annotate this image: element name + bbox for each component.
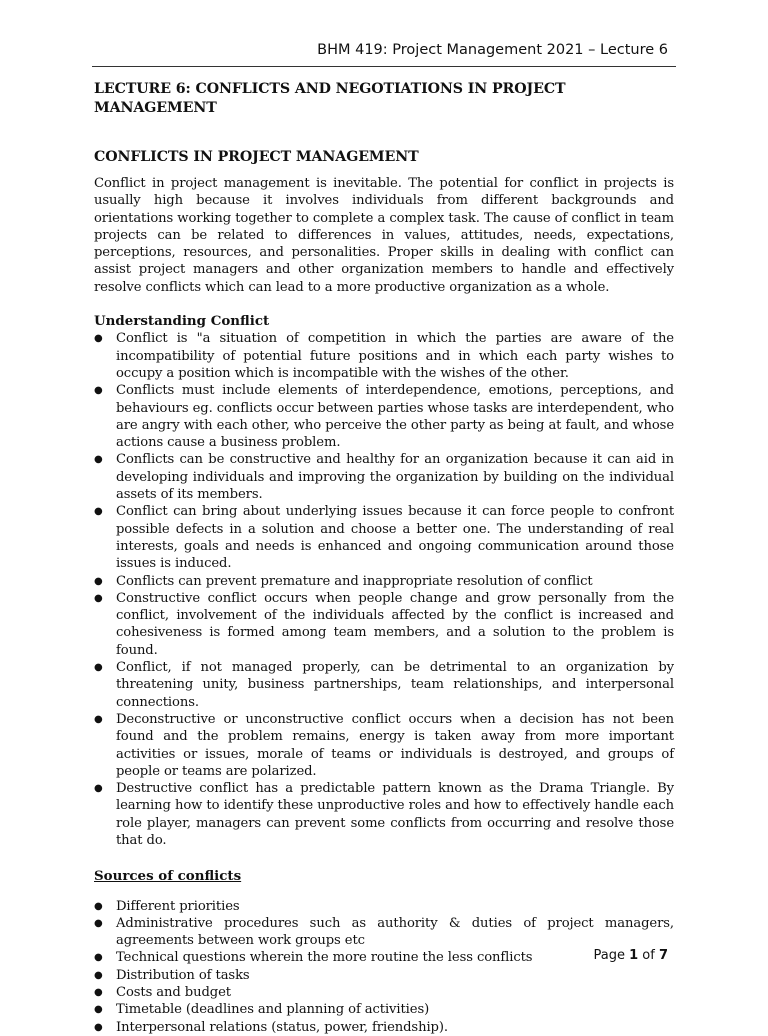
bullet-icon: ● (94, 952, 103, 964)
running-header: BHM 419: Project Management 2021 – Lecture 6 (317, 42, 668, 58)
bullet-icon: ● (94, 662, 103, 674)
list-item-text: Conflicts can be constructive and healthy for an organization because it can aid in developing individuals and improving the organization by building on the individual assets of its members. (116, 452, 674, 503)
bullet-icon: ● (94, 783, 103, 795)
page-of: of (642, 948, 655, 963)
list-item-text: Costs and budget (116, 985, 231, 1001)
list-item-text: Conflicts must include elements of interdependence, emotions, perceptions, and behaviours eg. conflicts occur between parties whose tasks are interdependent, who are angry with each other, who perceive the other party as being at fault, and whose actions cause a business problem. (116, 383, 674, 451)
list-item (94, 915, 674, 950)
list-item-text: Deconstructive or unconstructive conflict occurs when a decision has not been found and the problem remains, energy is taken away from more important activities or issues, morale of teams or individuals is destroyed, and groups of people or teams are polarized. (116, 711, 674, 779)
list-item (94, 451, 674, 503)
sources-of-conflicts-list (94, 898, 674, 1036)
bullet-icon: ● (94, 385, 103, 397)
list-item-text: Timetable (deadlines and planning of activities) (116, 1002, 430, 1018)
understanding-conflict-heading: Understanding Conflict (94, 313, 270, 330)
list-item (94, 1001, 674, 1018)
list-item-text: Constructive conflict occurs when people change and grow personally from the conflict, involvement of the individuals affected by the conflict is increased and cohesiveness is formed among team members, and a solution to the problem is found. (116, 590, 674, 658)
bullet-icon: ● (94, 917, 103, 929)
page-current: 1 (629, 948, 639, 963)
list-item (94, 330, 674, 382)
list-item (94, 503, 674, 572)
page-label: Page (593, 948, 625, 963)
section-title: CONFLICTS IN PROJECT MANAGEMENT (94, 149, 419, 165)
list-item-text: Technical questions wherein the more routine the less conflicts (116, 950, 533, 966)
list-item-text: Conflicts can prevent premature and inappropriate resolution of conflict (116, 573, 593, 589)
sources-of-conflicts-heading: Sources of conflicts (94, 868, 242, 885)
list-item-text: Administrative procedures such as authority & duties of project managers, agreements between work groups etc (116, 915, 674, 949)
list-item (94, 573, 674, 590)
list-item (94, 590, 674, 659)
list-item (94, 659, 674, 711)
list-item (94, 967, 674, 984)
list-item-text: Interpersonal relations (status, power, friendship). (116, 1019, 448, 1035)
bullet-icon: ● (94, 506, 103, 518)
bullet-icon: ● (94, 575, 103, 587)
page-number (593, 948, 668, 963)
bullet-icon: ● (94, 1004, 103, 1016)
list-item-text: Conflict is "a situation of competition in which the parties are aware of the incompatibility of potential future positions and in which each party wishes to occupy a position which is incompatible with the wishes of the other. (116, 331, 674, 381)
header-divider (92, 66, 676, 67)
list-item (94, 984, 674, 1001)
list-item-text: Conflict, if not managed properly, can be detrimental to an organization by threatening unity, business partnerships, team relationships, and interpersonal connections. (116, 660, 674, 710)
bullet-icon: ● (94, 900, 103, 912)
list-item (94, 780, 674, 849)
list-item (94, 1019, 674, 1036)
list-item (94, 382, 674, 451)
bullet-icon: ● (94, 1021, 103, 1033)
bullet-icon: ● (94, 592, 103, 604)
bullet-icon: ● (94, 987, 103, 999)
page-total: 7 (658, 948, 668, 963)
page-content (94, 80, 674, 1036)
list-item-text: Destructive conflict has a predictable pattern known as the Drama Triangle. By learning how to identify these unproductive roles and how to effectively handle each role player, managers can prevent some conflicts from occurring and resolve those that do. (116, 781, 674, 848)
list-item (94, 898, 674, 915)
list-item-text: Different priorities (116, 898, 240, 914)
bullet-icon: ● (94, 969, 103, 981)
list-item-text: Conflict can bring about underlying issues because it can force people to confront possible defects in a solution and choose a better one. The understanding of real interests, goals and needs is enhanced and ongoing communication around those issues is induced. (116, 504, 674, 572)
lecture-title: LECTURE 6: CONFLICTS AND NEGOTIATIONS IN PROJECT MANAGEMENT (94, 81, 566, 116)
list-item (94, 711, 674, 780)
list-item (94, 949, 674, 966)
bullet-icon: ● (94, 454, 103, 466)
bullet-icon: ● (94, 713, 103, 725)
list-item-text: Distribution of tasks (116, 967, 250, 983)
bullet-icon: ● (94, 333, 103, 345)
understanding-conflict-list (94, 330, 674, 849)
intro-paragraph: Conflict in project management is inevitable. The potential for conflict in projects is usually high because it involves individuals from different backgrounds and orientations working together to complete a complex task. The cause of conflict in team projects can be related to differences in values, attitudes, needs, expectations, perceptions, resources, and personalities. Proper skills in dealing with conflict can assist project managers and other organization members to handle and effectively resolve conflicts which can lead to a more productive organization as a whole. (94, 176, 674, 295)
